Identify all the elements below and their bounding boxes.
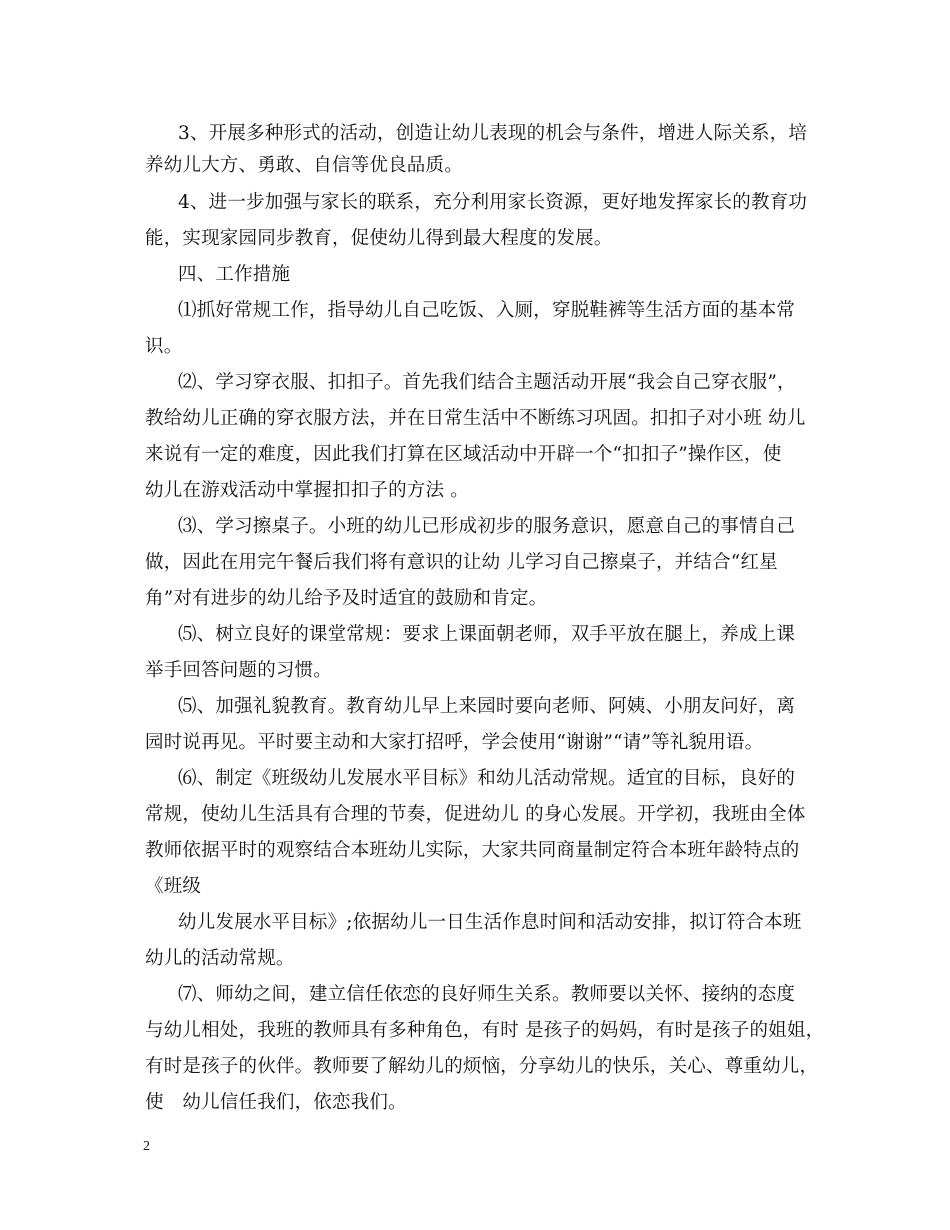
paragraph-line: 角”对有进步的幼儿给予及时适宜的鼓励和肯定。 [145, 588, 548, 609]
paragraph-line: 《班级 [145, 876, 202, 897]
paragraph-line: 识。 [145, 336, 183, 357]
paragraph-line: 使 幼儿信任我们，依恋我们。 [145, 1092, 407, 1113]
paragraph-line: 与幼儿相处，我班的教师具有多种角色，有时 是孩子的妈妈，有时是孩子的姐姐， [145, 1020, 825, 1041]
paragraph-line: 常规，使幼儿生活具有合理的节奏，促进幼儿 的身心发展。开学初，我班由全体 [145, 804, 806, 825]
paragraph-line: 养幼儿大方、勇敢、自信等优良品质。 [145, 155, 463, 176]
paragraph-line: 来说有一定的难度，因此我们打算在区域活动中开辟一个“扣扣子”操作区，使 [145, 444, 782, 465]
paragraph-line: ⑴抓好常规工作，指导幼儿自己吃饭、入厕，穿脱鞋裤等生活方面的基本常 [178, 300, 796, 321]
paragraph-line: ⑵、学习穿衣服、扣扣子。首先我们结合主题活动开展“我会自己穿衣服”， [178, 372, 796, 393]
paragraph-line: 有时是孩子的伙伴。教师要了解幼儿的烦恼，分享幼儿的快乐，关心、尊重幼儿， [145, 1056, 819, 1077]
paragraph-line: ⑸、树立良好的课堂常规：要求上课面朝老师，双手平放在腿上，养成上课 [178, 624, 796, 645]
paragraph-line: 做，因此在用完午餐后我们将有意识的让幼 儿学习自己擦桌子，并结合“红星 [145, 552, 778, 573]
paragraph-line: 举手回答问题的习惯。 [145, 660, 333, 681]
paragraph-line: ⑺、师幼之间，建立信任依恋的良好师生关系。教师要以关怀、接纳的态度 [178, 984, 796, 1005]
paragraph-line: 幼儿的活动常规。 [145, 948, 295, 969]
paragraph-line: 幼儿发展水平目标》;依据幼儿一日生活作息时间和活动安排，拟订符合本班 [178, 912, 802, 933]
paragraph-line: 教给幼儿正确的穿衣服方法，并在日常生活中不断练习巩固。扣扣子对小班 幼儿 [145, 408, 806, 429]
section-heading: 四、工作措施 [178, 264, 291, 285]
paragraph-line: 3、开展多种形式的活动，创造让幼儿表现的机会与条件，增进人际关系，培 [178, 123, 808, 144]
paragraph-line: ⑹、制定《班级幼儿发展水平目标》和幼儿活动常规。适宜的目标，良好的 [178, 768, 796, 789]
paragraph-line: 4、进一步加强与家长的联系，充分利用家长资源，更好地发挥家长的教育功 [178, 192, 808, 213]
paragraph-line: 能，实现家园同步教育，促使幼儿得到最大程度的发展。 [145, 228, 613, 249]
paragraph-line: 园时说再见。平时要主动和大家打招呼，学会使用“谢谢”“请”等礼貌用语。 [145, 732, 764, 753]
paragraph-line: 教师依据平时的观察结合本班幼儿实际，大家共同商量制定符合本班年龄特点的 [145, 840, 800, 861]
paragraph-line: ⑸、加强礼貌教育。教育幼儿早上来园时要向老师、阿姨、小朋友问好，离 [178, 696, 796, 717]
page-number: 2 [143, 1139, 150, 1154]
paragraph-line: 幼儿在游戏活动中掌握扣扣子的方法 。 [145, 480, 469, 501]
paragraph-line: ⑶、学习擦桌子。小班的幼儿已形成初步的服务意识，愿意自己的事情自己 [178, 516, 796, 537]
